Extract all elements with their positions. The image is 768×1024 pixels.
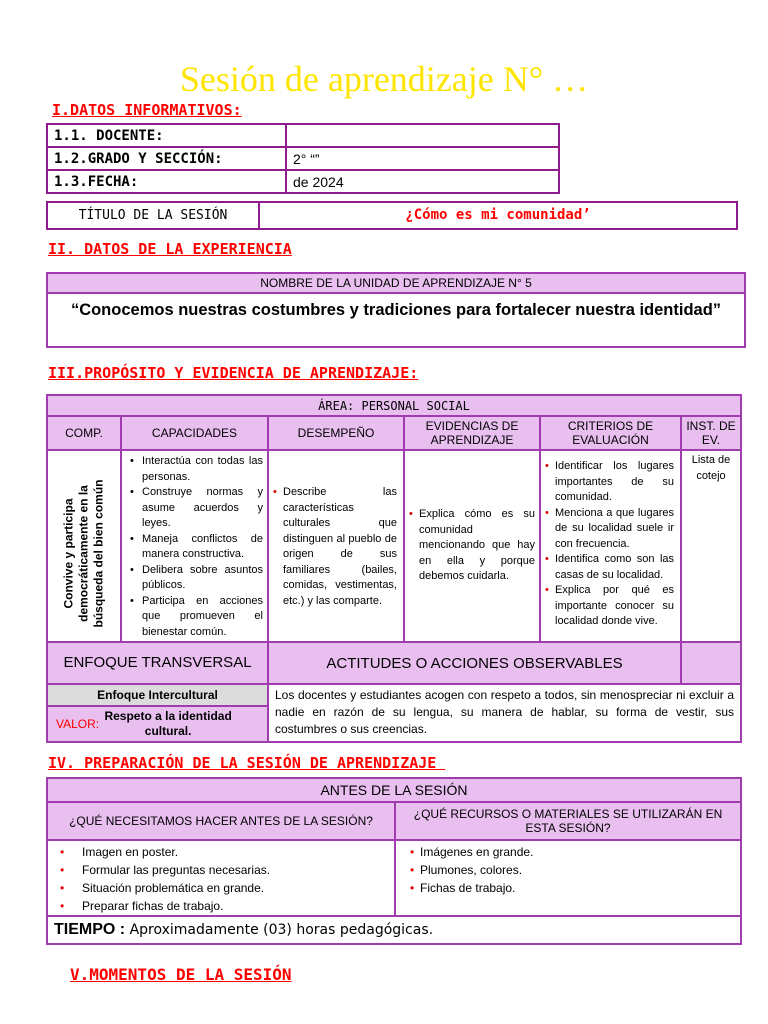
list-item: • Delibera sobre asuntos públicos.	[128, 563, 263, 594]
list-item: • Participa en acciones que promueven el bienestar común.	[128, 594, 263, 641]
unidad-name: “Conocemos nuestras costumbres y tradiciones para fortalecer nuestra identidad”	[70, 301, 722, 319]
titulo-label-box	[46, 201, 260, 230]
evidencia-text: • Explica cómo es su comunidad mencionando que hay en ella y porque debemos cuidarla.	[409, 507, 535, 585]
tiempo-row	[47, 916, 741, 944]
area-header: ÁREA: PERSONAL SOCIAL	[47, 395, 741, 416]
actitudes-header: ACTITUDES O ACCIONES OBSERVABLES	[268, 642, 681, 684]
competencia-text: Convive y participa democráticamente en la búsqueda del bien común	[61, 479, 106, 628]
list-item: • Identificar los lugares importantes de su comunidad.	[545, 459, 674, 506]
table-row	[47, 147, 559, 170]
table-row	[47, 170, 559, 193]
list-item: • Identifica como son las casas de su localidad.	[545, 552, 674, 583]
grado-value: 2° “”	[286, 147, 559, 170]
list-item: • Plumones, colores.	[410, 861, 740, 879]
section-heading-momentos: V.MOMENTOS DE LA SESIÓN	[70, 965, 292, 984]
table-row	[47, 642, 741, 684]
unidad-box	[46, 272, 746, 348]
evidencia-cell	[404, 450, 540, 642]
table-row	[47, 416, 741, 450]
col-evidencias: EVIDENCIAS DE APRENDIZAJE	[404, 416, 540, 450]
docente-label: 1.1. DOCENTE:	[47, 124, 286, 147]
tiempo-text: Aproximadamente (03) horas pedagógicas.	[129, 922, 434, 938]
col-hacer: ¿QUÉ NECESITAMOS HACER ANTES DE LA SESIÓN?	[47, 802, 395, 840]
fecha-value: de 2024	[286, 170, 559, 193]
titulo-label: TÍTULO DE LA SESIÓN	[78, 208, 228, 223]
actitudes-text: Los docentes y estudiantes acogen con respeto a todos, sin menospreciar ni excluir a nadie en razón de su lengua, su manera de hablar, su forma de vestir, sus costumbres o sus creencias.	[268, 684, 741, 742]
table-row	[47, 916, 741, 944]
table-row	[47, 778, 741, 802]
col-desempeno: DESEMPEÑO	[268, 416, 404, 450]
titulo-value-box	[258, 201, 738, 230]
docente-value	[286, 124, 559, 147]
col-criterios: CRITERIOS DE EVALUACIÓN	[540, 416, 681, 450]
datos-table	[46, 123, 560, 194]
list-item: • Preparar fichas de trabajo.	[60, 897, 394, 915]
list-item: • Fichas de trabajo.	[410, 879, 740, 897]
valor-text: Respeto a la identidad cultural.	[104, 709, 232, 738]
col-instrumento: INST. DE EV.	[681, 416, 741, 450]
enfoque-name: Enfoque Intercultural	[48, 685, 267, 707]
section-heading-datos: I.DATOS INFORMATIVOS:	[52, 101, 242, 119]
section-heading-preparacion: IV. PREPARACIÓN DE LA SESIÓN DE APRENDIZAJE	[48, 754, 446, 772]
empty-header-cell	[681, 642, 741, 684]
tiempo-separator: :	[115, 921, 130, 938]
tiempo-label: TIEMPO	[54, 921, 116, 938]
instrumento-text: Lista de cotejo	[681, 450, 741, 642]
valor-row	[48, 707, 267, 741]
list-item: • Formular las preguntas necesarias.	[60, 861, 394, 879]
col-capacidades: CAPACIDADES	[121, 416, 268, 450]
valor-label: VALOR:	[56, 716, 100, 731]
list-item: • Imagen en poster.	[60, 843, 394, 861]
enfoque-header: ENFOQUE TRANSVERSAL	[47, 642, 268, 684]
desempeno-text: • Describe las características culturales que distinguen al pueblo de origen de sus familiares (bailes, comidas, vestimentas, etc.) y las comparte.	[273, 485, 397, 609]
antes-header: ANTES DE LA SESIÓN	[47, 778, 741, 802]
capacidades-cell	[121, 450, 268, 642]
list-item: • Menciona a que lugares de su localidad suele ir con frecuencia.	[545, 506, 674, 553]
competencia-cell	[47, 450, 121, 642]
list-item: • Explica por qué es importante conocer su localidad donde vive.	[545, 583, 674, 630]
section-heading-experiencia: II. DATOS DE LA EXPERIENCIA	[48, 240, 292, 258]
page-title: Sesión de aprendizaje N° …	[179, 59, 589, 99]
grado-label: 1.2.GRADO Y SECCIÓN:	[47, 147, 286, 170]
table-row	[47, 395, 741, 416]
section-heading-proposito: III.PROPÓSITO Y EVIDENCIA DE APRENDIZAJE:	[48, 364, 419, 382]
unidad-label: NOMBRE DE LA UNIDAD DE APRENDIZAJE N° 5	[48, 274, 744, 294]
col-recursos: ¿QUÉ RECURSOS O MATERIALES SE UTILIZARÁN EN ESTA SESIÓN?	[395, 802, 741, 840]
col-comp: COMP.	[47, 416, 121, 450]
recursos-cell	[395, 840, 741, 916]
list-item: • Situación problemática en grande.	[60, 879, 394, 897]
list-item: • Construye normas y asume acuerdos y leyes.	[128, 485, 263, 532]
table-row	[47, 124, 559, 147]
list-item: • Interactúa con todas las personas.	[128, 454, 263, 485]
fecha-label: 1.3.FECHA:	[47, 170, 286, 193]
titulo-value: ¿Cómo es mi comunidad’	[405, 207, 591, 223]
table-row	[47, 684, 741, 742]
hacer-cell	[47, 840, 395, 916]
table-row	[47, 840, 741, 916]
enfoque-cell	[47, 684, 268, 742]
preparacion-table	[46, 777, 742, 945]
list-item: • Imágenes en grande.	[410, 843, 740, 861]
proposito-table	[46, 394, 742, 743]
criterios-cell	[540, 450, 681, 642]
table-row	[47, 802, 741, 840]
table-row	[47, 450, 741, 642]
list-item: • Maneja conflictos de manera constructiva.	[128, 532, 263, 563]
desempeno-cell	[268, 450, 404, 642]
